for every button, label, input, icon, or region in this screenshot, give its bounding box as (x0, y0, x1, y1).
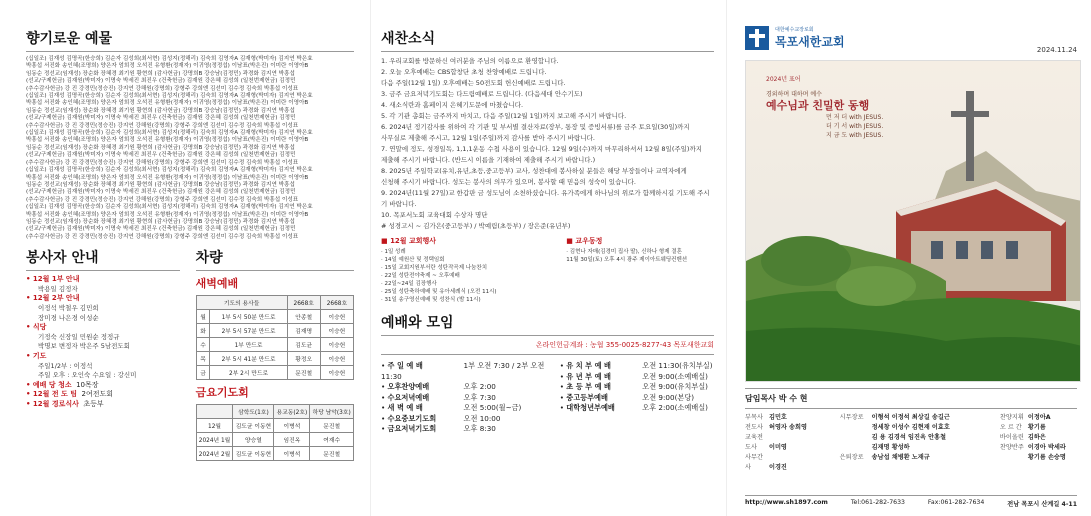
volunteer-head: • 기도 (26, 351, 47, 360)
news-item: 다음 주일(12월 1일) 오후예배는 50전도회 헌신예배로 드립니다. (381, 79, 566, 87)
news-item: 7. 연말에 정도, 성경일독, 1,1,1운동 수첩 사용이 있습니다. 12월 9일(수)까지 마무리하셔서 12월 8일(주일)까지 (381, 145, 703, 153)
worship-schedule (381, 361, 714, 435)
incense-line: 임동순 정선교(임재성) 장순화 장혜경 최기원 황현희 (감사헌금) 강명희B 강승남(김정민) 곽경화 김지연 박흥섭 (26, 144, 295, 151)
news-item: 신청해 주시기 바랍니다. 성도는 봉사의 의무가 있으며, 봉사할 때 믿음의 성숙이 있습니다. (381, 178, 636, 186)
worship-row: • 초 등 부 예 배 오전 9:00(유치부실) (559, 382, 708, 391)
website-link[interactable]: http://www.sh1897.com (745, 499, 828, 506)
incense-line: (십일조) 김재성 김명곡(한승희) 김순자 김성희(최서현) 김성지(정해리) 김숙희 김영자A 김재형(박미자) 김지연 박은효 (26, 204, 313, 211)
incense-line: (십일조) 김재성 김명곡(한승희) 김순자 김성희(최서현) 김성지(정해리) 김숙희 김영자A 김재형(박미자) 김지연 박은효 (26, 130, 313, 137)
table-cell: 2668호 (320, 296, 353, 310)
cross-icon (745, 26, 769, 50)
schedule-section (381, 236, 558, 304)
incense-line: (십일조) 김재성 김명곡(한승희) 김순자 김성희(최서현) 김성지(정해리) 김숙희 김영자A 김재형(박미자) 김지연 박은효 (26, 167, 313, 174)
list-item: · 1일 성례 (381, 249, 406, 255)
choir-row: 찬양반주 이경아 박세라 (999, 444, 1066, 451)
list-item: · 15일 교회지원부서란 성탄작곡제 나눔찬치 (381, 265, 488, 271)
staff-row: 부목사 김민호 (745, 414, 787, 421)
staff-row: 교육전도사 이미영 (745, 434, 787, 451)
incense-line: 박흥섭 서진화 송인혜(조명희) 양은자 엄희정 오석진 유형환(정재자) 이귀영(정정섭) 이남표(박은진) 이미란 이영아B (26, 63, 309, 70)
slogan-line: 먼 저 더 with JESUS. (826, 114, 884, 121)
news-item: 5. 각 기관 총회는 금주까지 마치고, 다음 주일(12월 1일)까지 보고해 주시기 바랍니다. (381, 112, 627, 120)
cover-panel (726, 0, 1091, 516)
table-cell: 기도의 용사들 (196, 296, 287, 310)
incense-line: (추수감사헌금) 강 진 강경민(정승진) 강지연 강해원(강명희) 강형주 강희엔 김선미 김수정 김숙희 박흥섭 이성표 (26, 122, 299, 129)
incense-line: (추수감사헌금) 강 진 강경민(정승진) 강지연 강해원(강명희) 강형주 강희엔 김선미 김수정 김숙희 박흥섭 이성표 (26, 85, 299, 92)
news-item: 6. 2024년 정기감사를 위하여 각 기관 및 부서별 결산자료(장부, 통장 및 증빙서류)를 금주 토요일(30일)까지 (381, 123, 690, 131)
worship-row: • 금요저녁기도회 오후 8:30 (381, 424, 496, 433)
friday-table: 삼학도(1호) 용교동(2호) 하당 남악(3호) 12월 김도균 이동현 이병석 문진철 2024년 1월 양승열 임진옥 여재수 2024년 2월 김도균 이동현 이병석 문진철 (196, 404, 354, 461)
table-row: 2024년 2월 김도균 이동현 이병석 문진철 (196, 447, 353, 461)
choir-row: 황기름 손승명 (1027, 454, 1066, 461)
incense-line: 박흥섭 서진화 송인혜(조명희) 양은자 엄희정 오석진 유형환(정재자) 이귀영(정정섭) 이남표(박은진) 이미란 이영아B (26, 174, 309, 181)
incense-line: (선교/구제헌금) 김재원(박미자) 이명숙 박세진 최진우 (건축헌금) 김재원 강은혜 김성희 (일천번제헌금) 김정민 (26, 115, 296, 122)
volunteer-title: 봉사자 안내 (26, 247, 180, 271)
worship-row: • 유 년 부 예 배 오전 9:00(소예배실) (559, 371, 708, 381)
incense-line: (십일조) 김재성 김명곡(한승희) 김순자 김성희(최서현) 김성지(정해리) 김숙희 김영자A 김재형(박미자) 김지연 박은효 (26, 93, 313, 100)
retired-row: 은퇴장로 송남섭 채병환 노재규 (839, 454, 930, 461)
news-item: 3. 금주 금요저녁기도회는 다드림예배로 드립니다. (다음세대 안수기도) (381, 90, 583, 98)
news-item: 9. 2024년(11월 27일)교 한갑판 금 성도님이 소천하셨습니다. 유가족에게 하나님의 위로가 함께하시길 기도해 주시기 바랍니다. (381, 189, 710, 208)
news-item: # 성경고시 ~ 김가은(중고등부) / 박예림(초등부) / 장은준(유년부) (381, 222, 571, 230)
volunteer-inline: • 12월 전 도 팀 2여전도회 (26, 390, 113, 399)
incense-line: 박흥섭 서진화 송인혜(조명희) 양은자 엄희정 오석진 유형환(정재자) 이귀영(정정섭) 이남표(박은진) 이미란 이영아B (26, 211, 309, 218)
middle-panel (370, 0, 726, 516)
fax: Fax:061-282-7634 (927, 499, 985, 506)
worship-row: • 새 벽 예 배 오전 5:00(월~금) (381, 403, 522, 412)
table-row: 월 1부 5시 50분 만드로 안종철 이승헌 (196, 310, 353, 324)
incense-line: 임동순 정선교(임재성) 장순화 장혜경 최기원 황현희 (감사헌금) 강명희B 강승남(김정민) 곽경화 김지연 박흥섭 (26, 218, 295, 225)
table-cell: 2668호 (287, 296, 320, 310)
elders-row: 김재명 황성하 (871, 444, 910, 451)
worship-row: • 수요중보기도회 오전 10:00 (381, 413, 501, 423)
dawn-table (196, 295, 354, 380)
elders-row: 시무장로 이형석 이정석 최상길 송길근 (839, 414, 950, 421)
slogan-small: 경외하며 대하며 예수 (766, 91, 822, 98)
tel: Tel:061-282-7633 (850, 499, 905, 506)
table-row: 2024년 1월 양승열 임진옥 여재수 (196, 433, 353, 447)
schedule-title: ■ 12월 교회행사 (381, 237, 437, 245)
worship-row: • 중고등부예배 오전 9:00(본당) (559, 392, 695, 402)
news-title: 새찬소식 (381, 28, 714, 52)
table-row: 수 1부 만드로 김도균 이승헌 (196, 338, 353, 352)
incense-line: (추수감사헌금) 강 진 강경민(정승진) 강지연 강해원(강명희) 강형주 강희엔 김선미 김수정 김숙희 박흥섭 이성표 (26, 233, 299, 240)
volunteer-inline: • 12월 경로식사 초등부 (26, 399, 104, 408)
left-panel (0, 0, 370, 516)
elders-row: 김 용 김경석 임진옥 안홍철 (871, 434, 947, 441)
dawn-title: 새벽예배 (195, 277, 239, 291)
table-row: 화 2부 5시 57분 만드로 김재명 이승헌 (196, 324, 353, 338)
church-photo (745, 60, 1081, 382)
news-item: 8. 2025년 주일학교(유치,유년,초등,중고등부) 교사, 성찬대에 봉사하실 분들은 해당 부장들이나 교역자에게 (381, 167, 687, 175)
table-row: 목 2부 5시 41분 만드로 황정오 이승헌 (196, 352, 353, 366)
volunteer-sub: 주일1/2부 : 이정석 (38, 361, 93, 370)
volunteer-sub: 장미경 나은경 이성순 (38, 313, 99, 322)
elders-row: 정세창 이성수 김현재 이효호 (871, 424, 950, 431)
logo-subtitle: 대한예수교장로회 (775, 27, 814, 33)
list-item: · 31일 송구영신예배 및 성찬식 (밤 11시) (381, 297, 481, 303)
slogan-line: 지 금 도 with JESUS. (826, 132, 884, 139)
incense-line: (선교/구제헌금) 김재원(박미자) 이명숙 박세진 최진우 (건축헌금) 김재원 강은혜 김성희 (일천번제헌금) 김정민 (26, 189, 296, 196)
incense-line: 임동순 정선교(임재성) 장순화 장혜경 최기원 황현희 (감사헌금) 강명희B 강승남(김정민) 곽경화 김지연 박흥섭 (26, 107, 295, 114)
volunteer-head: • 12월 2부 안내 (26, 294, 80, 303)
incense-line: (십일조) 김재성 김명곡(한승희) 김순자 김성희(최서현) 김성지(정해리) 김숙희 김영자A 김재형(박미자) 김지연 박은효 (26, 56, 313, 62)
news-item: 제출해 주시기 바랍니다. (반드시 이름을 기재하여 제출해 주시기 바랍니다.) (381, 156, 596, 164)
news-item: 10. 목포서노회 교육대회 수상자 명단 (381, 211, 488, 219)
member-news-title: ■ 교우동정 (566, 237, 603, 245)
volunteer-sub: 박명보 변정자 박은주 5남전도회 (38, 342, 130, 351)
list-item: · 14일 예원산 및 정택임회 (381, 257, 445, 263)
incense-list (26, 56, 354, 241)
worship-row: • 수요저녁예배 오후 7:30 (381, 392, 496, 402)
friday-title: 금요기도회 (195, 386, 249, 400)
worship-row: • 주 일 예 배 1부 오전 7:30 / 2부 오전 11:30 (381, 361, 545, 381)
vehicle-title: 차량 (196, 247, 354, 271)
table-row: 12월 김도균 이동현 이병석 문진철 (196, 419, 353, 433)
worship-row: • 오후찬양예배 오후 2:00 (381, 382, 496, 391)
news-item: 1. 우리교회를 방문하신 여러분을 주님의 이름으로 환영합니다. (381, 57, 559, 65)
incense-line: 임동순 정선교(임재성) 장순화 장혜경 최기원 황현희 (감사헌금) 강명희B 강승남(김정민) 곽경화 김지연 박흥섭 (26, 70, 295, 77)
staff-row: 전도사 허영자 송희영 (745, 424, 807, 431)
worship-row: • 유 치 부 예 배 오전 11:30(유치부실) (559, 361, 713, 370)
volunteer-head: • 12월 1부 안내 (26, 275, 80, 284)
volunteer-sub: 박용일 김정자 (38, 284, 78, 293)
volunteer-head: • 식당 (26, 323, 47, 332)
incense-line: 임동순 정선교(임재성) 장순화 장혜경 최기원 황현희 (감사헌금) 강명희B 강승남(김정민) 곽경화 김지연 박흥섭 (26, 181, 295, 188)
worship-row: • 대학청년부예배 오후 2:00(소예배실) (559, 403, 708, 412)
incense-line: (추수감사헌금) 강 진 강경민(정승진) 강지연 강해원(강명희) 강형주 강희엔 김선미 김수정 김숙희 박흥섭 이성표 (26, 196, 299, 203)
news-list (381, 56, 714, 232)
news-item: 4. 새소식란과 홈페이지 은혜기도문에 마쳤습니다. (381, 101, 524, 109)
incense-line: 박흥섭 서진화 송인혜(조명희) 양은자 엄희정 오석진 유형환(정재자) 이귀영(정정섭) 이남표(박은진) 이미란 이영아B (26, 137, 309, 144)
choir-row: 오 르 간 황기름 (999, 424, 1046, 431)
incense-line: (선교/구제헌금) 김재원(박미자) 이명숙 박세진 최진우 (건축헌금) 김재원 강은혜 김성희 (일천번제헌금) 김정민 (26, 78, 296, 85)
volunteer-sub: 기정숙 신장일 민원순 정정규 (38, 332, 120, 341)
address: 전남 목포시 산계길 4-11 (1007, 501, 1077, 508)
choir-row: 바이올린 김하은 (999, 434, 1046, 441)
logo-title: 목포새한교회 (775, 35, 845, 49)
news-item: 2. 오늘 오후예배는 CBS합창단 초청 찬양예배로 드립니다. (381, 68, 547, 76)
slogan-main: 예수님과 친밀한 동행 (766, 99, 870, 112)
list-item: · 22일~24일 김장행사 (381, 281, 437, 287)
incense-line: 박흥섭 서진화 송인혜(조명희) 양은자 엄희정 오석진 유형환(정재자) 이귀영(정정섭) 이남표(박은진) 이미란 이영아B (26, 100, 309, 107)
volunteer-sub: 주일 오후 : 오인숙 수요일 : 강신미 (38, 371, 137, 380)
list-item: · 김현나 자매(김경미 집사 딸), 신하나 형제 결혼 (566, 249, 682, 255)
incense-title: 향기로운 예물 (26, 28, 354, 52)
list-item: · 22일 성탄전야축제 ~ 오후예배 (381, 273, 460, 279)
table-row: 금 2부 2시 만드로 문진철 이승헌 (196, 366, 353, 380)
pastor-info: 담임목사 박 수 현 (745, 388, 1077, 409)
list-item: 11월 30일(토) 오후 4시 광주 제이아트웨딩컨벤션 (566, 257, 688, 263)
incense-line: (선교/구제헌금) 김재원(박미자) 이명숙 박세진 최진우 (건축헌금) 김재원 강은혜 김성희 (일천번제헌금) 김정민 (26, 226, 296, 233)
staff-list (745, 413, 1077, 473)
contact-footer (745, 495, 1077, 508)
choir-row: 찬양지휘 이정아A (999, 414, 1051, 421)
vehicle-section (196, 247, 354, 461)
incense-line: (추수감사헌금) 강 진 강경민(정승진) 강지연 강해원(강명희) 강형주 강희엔 김선미 김수정 김숙희 박흥섭 이성표 (26, 159, 299, 166)
volunteer-inline: • 예배 당 청소 10목장 (26, 380, 99, 389)
staff-row: 사무간사 이경진 (745, 454, 787, 471)
worship-title: 예배와 모임 (381, 312, 714, 336)
account-info: 온라인헌금계좌 : 농협 355-0025-8277-43 목포새한교회 (381, 340, 714, 355)
slogan-block (766, 75, 883, 140)
bulletin-date: 2024.11.24 (1036, 46, 1077, 54)
slogan-year: 2024년 표어 (766, 76, 801, 83)
volunteer-section (26, 247, 180, 461)
volunteer-sub: 이정석 박철우 김민희 (38, 303, 99, 312)
news-item: 사무실로 제출해 주시고, 12월 1일(주일)까지 감사를 받아 주시기 바랍니다. (381, 134, 595, 142)
member-news-section (566, 236, 714, 304)
list-item: · 25일 성탄축하예배 및 유아세례식 (오전 11시) (381, 289, 497, 295)
incense-line: (선교/구제헌금) 김재원(박미자) 이명숙 박세진 최진우 (건축헌금) 김재원 강은혜 김성희 (일천번제헌금) 김정민 (26, 152, 296, 159)
slogan-line: 더 기 서 with JESUS. (826, 123, 884, 130)
